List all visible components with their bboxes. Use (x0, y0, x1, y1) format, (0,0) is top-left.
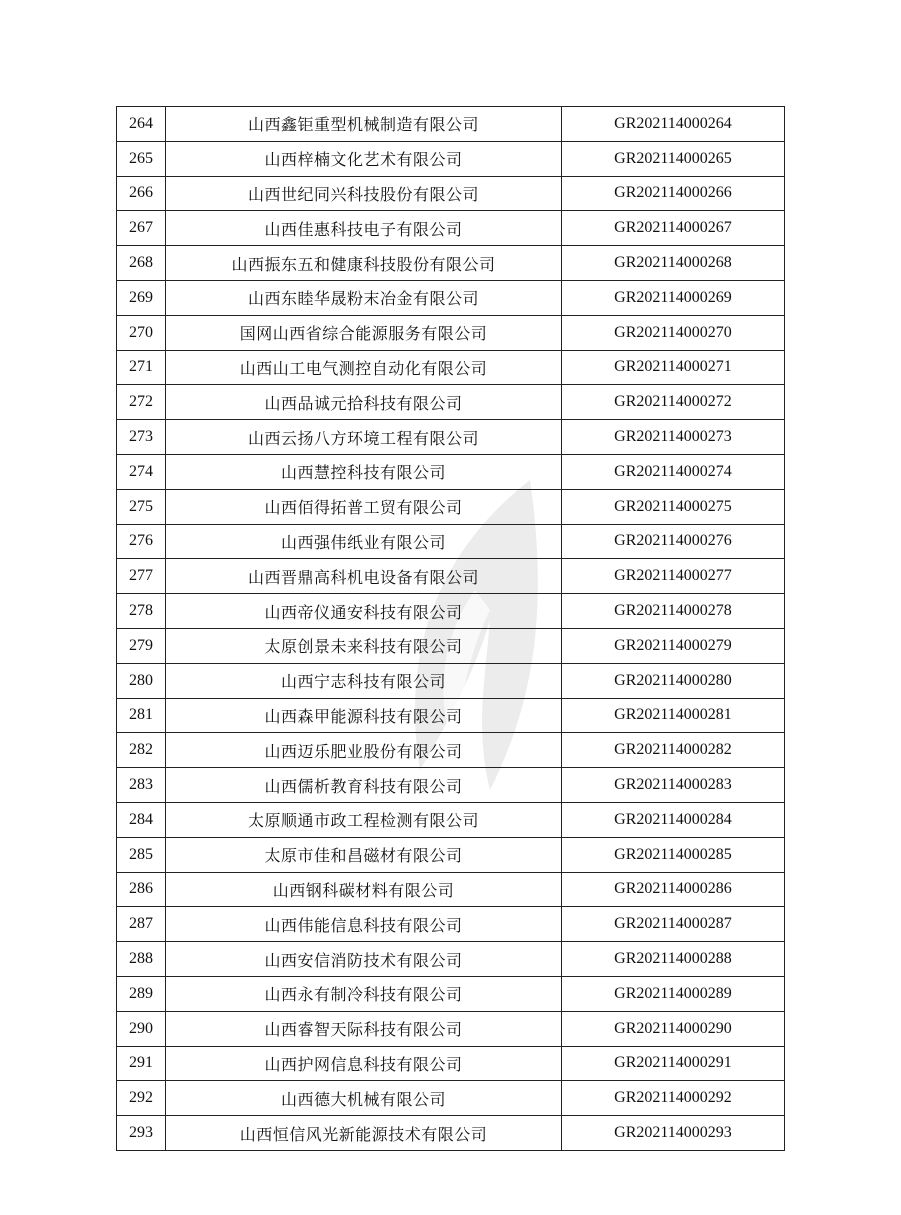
certificate-number: GR202114000279 (562, 628, 785, 663)
company-name: 山西世纪同兴科技股份有限公司 (166, 176, 562, 211)
table-row (117, 698, 785, 733)
row-number: 265 (117, 141, 166, 176)
row-number: 286 (117, 872, 166, 907)
table-row (117, 524, 785, 559)
company-name: 山西品诚元拾科技有限公司 (166, 385, 562, 420)
certificate-number: GR202114000289 (562, 976, 785, 1011)
company-name: 山西护网信息科技有限公司 (166, 1046, 562, 1081)
row-number: 275 (117, 489, 166, 524)
table-row (117, 1116, 785, 1151)
certificate-number: GR202114000269 (562, 280, 785, 315)
table-row (117, 663, 785, 698)
row-number: 284 (117, 802, 166, 837)
company-name: 山西强伟纸业有限公司 (166, 524, 562, 559)
row-number: 281 (117, 698, 166, 733)
row-number: 272 (117, 385, 166, 420)
company-name: 山西儒析教育科技有限公司 (166, 768, 562, 803)
row-number: 276 (117, 524, 166, 559)
table-row (117, 420, 785, 455)
row-number: 274 (117, 454, 166, 489)
certificate-number: GR202114000292 (562, 1081, 785, 1116)
row-number: 279 (117, 628, 166, 663)
row-number: 292 (117, 1081, 166, 1116)
table-row (117, 489, 785, 524)
company-name: 山西宁志科技有限公司 (166, 663, 562, 698)
company-name: 山西云扬八方环境工程有限公司 (166, 420, 562, 455)
table-row (117, 246, 785, 281)
table-row (117, 211, 785, 246)
table-row (117, 942, 785, 977)
table-row (117, 907, 785, 942)
table-row (117, 976, 785, 1011)
company-name: 山西山工电气测控自动化有限公司 (166, 350, 562, 385)
company-name: 山西晋鼎高科机电设备有限公司 (166, 559, 562, 594)
table-row (117, 1081, 785, 1116)
table-row (117, 385, 785, 420)
row-number: 270 (117, 315, 166, 350)
table-row (117, 176, 785, 211)
certificate-table (116, 106, 785, 1151)
table-row (117, 559, 785, 594)
certificate-number: GR202114000287 (562, 907, 785, 942)
certificate-number: GR202114000268 (562, 246, 785, 281)
row-number: 293 (117, 1116, 166, 1151)
company-name: 山西鑫钜重型机械制造有限公司 (166, 107, 562, 142)
row-number: 269 (117, 280, 166, 315)
certificate-number: GR202114000291 (562, 1046, 785, 1081)
certificate-number: GR202114000288 (562, 942, 785, 977)
row-number: 290 (117, 1011, 166, 1046)
certificate-number: GR202114000275 (562, 489, 785, 524)
row-number: 268 (117, 246, 166, 281)
certificate-number: GR202114000283 (562, 768, 785, 803)
company-name: 山西永有制冷科技有限公司 (166, 976, 562, 1011)
table-row (117, 1046, 785, 1081)
company-name: 山西钢科碳材料有限公司 (166, 872, 562, 907)
certificate-number: GR202114000285 (562, 837, 785, 872)
table-row (117, 107, 785, 142)
table-row (117, 768, 785, 803)
company-name: 山西梓楠文化艺术有限公司 (166, 141, 562, 176)
certificate-number: GR202114000272 (562, 385, 785, 420)
certificate-number: GR202114000264 (562, 107, 785, 142)
table-row (117, 802, 785, 837)
row-number: 283 (117, 768, 166, 803)
certificate-number: GR202114000267 (562, 211, 785, 246)
row-number: 288 (117, 942, 166, 977)
company-name: 山西东睦华晟粉末冶金有限公司 (166, 280, 562, 315)
company-name: 山西振东五和健康科技股份有限公司 (166, 246, 562, 281)
certificate-number: GR202114000273 (562, 420, 785, 455)
certificate-number: GR202114000281 (562, 698, 785, 733)
certificate-number: GR202114000280 (562, 663, 785, 698)
certificate-number: GR202114000277 (562, 559, 785, 594)
table-row (117, 594, 785, 629)
row-number: 278 (117, 594, 166, 629)
certificate-number: GR202114000286 (562, 872, 785, 907)
certificate-number: GR202114000266 (562, 176, 785, 211)
table-row (117, 837, 785, 872)
company-name: 山西睿智天际科技有限公司 (166, 1011, 562, 1046)
certificate-number: GR202114000282 (562, 733, 785, 768)
company-name: 太原创景未来科技有限公司 (166, 628, 562, 663)
row-number: 271 (117, 350, 166, 385)
row-number: 264 (117, 107, 166, 142)
row-number: 273 (117, 420, 166, 455)
row-number: 267 (117, 211, 166, 246)
company-name: 国网山西省综合能源服务有限公司 (166, 315, 562, 350)
certificate-number: GR202114000278 (562, 594, 785, 629)
company-name: 山西帝仪通安科技有限公司 (166, 594, 562, 629)
row-number: 285 (117, 837, 166, 872)
row-number: 291 (117, 1046, 166, 1081)
row-number: 277 (117, 559, 166, 594)
company-name: 山西德大机械有限公司 (166, 1081, 562, 1116)
certificate-number: GR202114000276 (562, 524, 785, 559)
certificate-number: GR202114000271 (562, 350, 785, 385)
company-name: 太原市佳和昌磁材有限公司 (166, 837, 562, 872)
company-name: 山西佰得拓普工贸有限公司 (166, 489, 562, 524)
table-row (117, 1011, 785, 1046)
company-name: 山西安信消防技术有限公司 (166, 942, 562, 977)
table-row (117, 280, 785, 315)
certificate-number: GR202114000290 (562, 1011, 785, 1046)
row-number: 280 (117, 663, 166, 698)
company-name: 山西慧控科技有限公司 (166, 454, 562, 489)
row-number: 289 (117, 976, 166, 1011)
table-row (117, 454, 785, 489)
table-row (117, 628, 785, 663)
row-number: 287 (117, 907, 166, 942)
table-row (117, 733, 785, 768)
row-number: 282 (117, 733, 166, 768)
company-name: 山西森甲能源科技有限公司 (166, 698, 562, 733)
certificate-number: GR202114000293 (562, 1116, 785, 1151)
certificate-number: GR202114000274 (562, 454, 785, 489)
row-number: 266 (117, 176, 166, 211)
company-name: 山西佳惠科技电子有限公司 (166, 211, 562, 246)
company-name: 山西迈乐肥业股份有限公司 (166, 733, 562, 768)
certificate-number: GR202114000265 (562, 141, 785, 176)
table-row (117, 872, 785, 907)
company-name: 太原顺通市政工程检测有限公司 (166, 802, 562, 837)
table-row (117, 315, 785, 350)
certificate-number: GR202114000284 (562, 802, 785, 837)
company-name: 山西伟能信息科技有限公司 (166, 907, 562, 942)
table-row (117, 350, 785, 385)
company-name: 山西恒信风光新能源技术有限公司 (166, 1116, 562, 1151)
certificate-number: GR202114000270 (562, 315, 785, 350)
table-row (117, 141, 785, 176)
